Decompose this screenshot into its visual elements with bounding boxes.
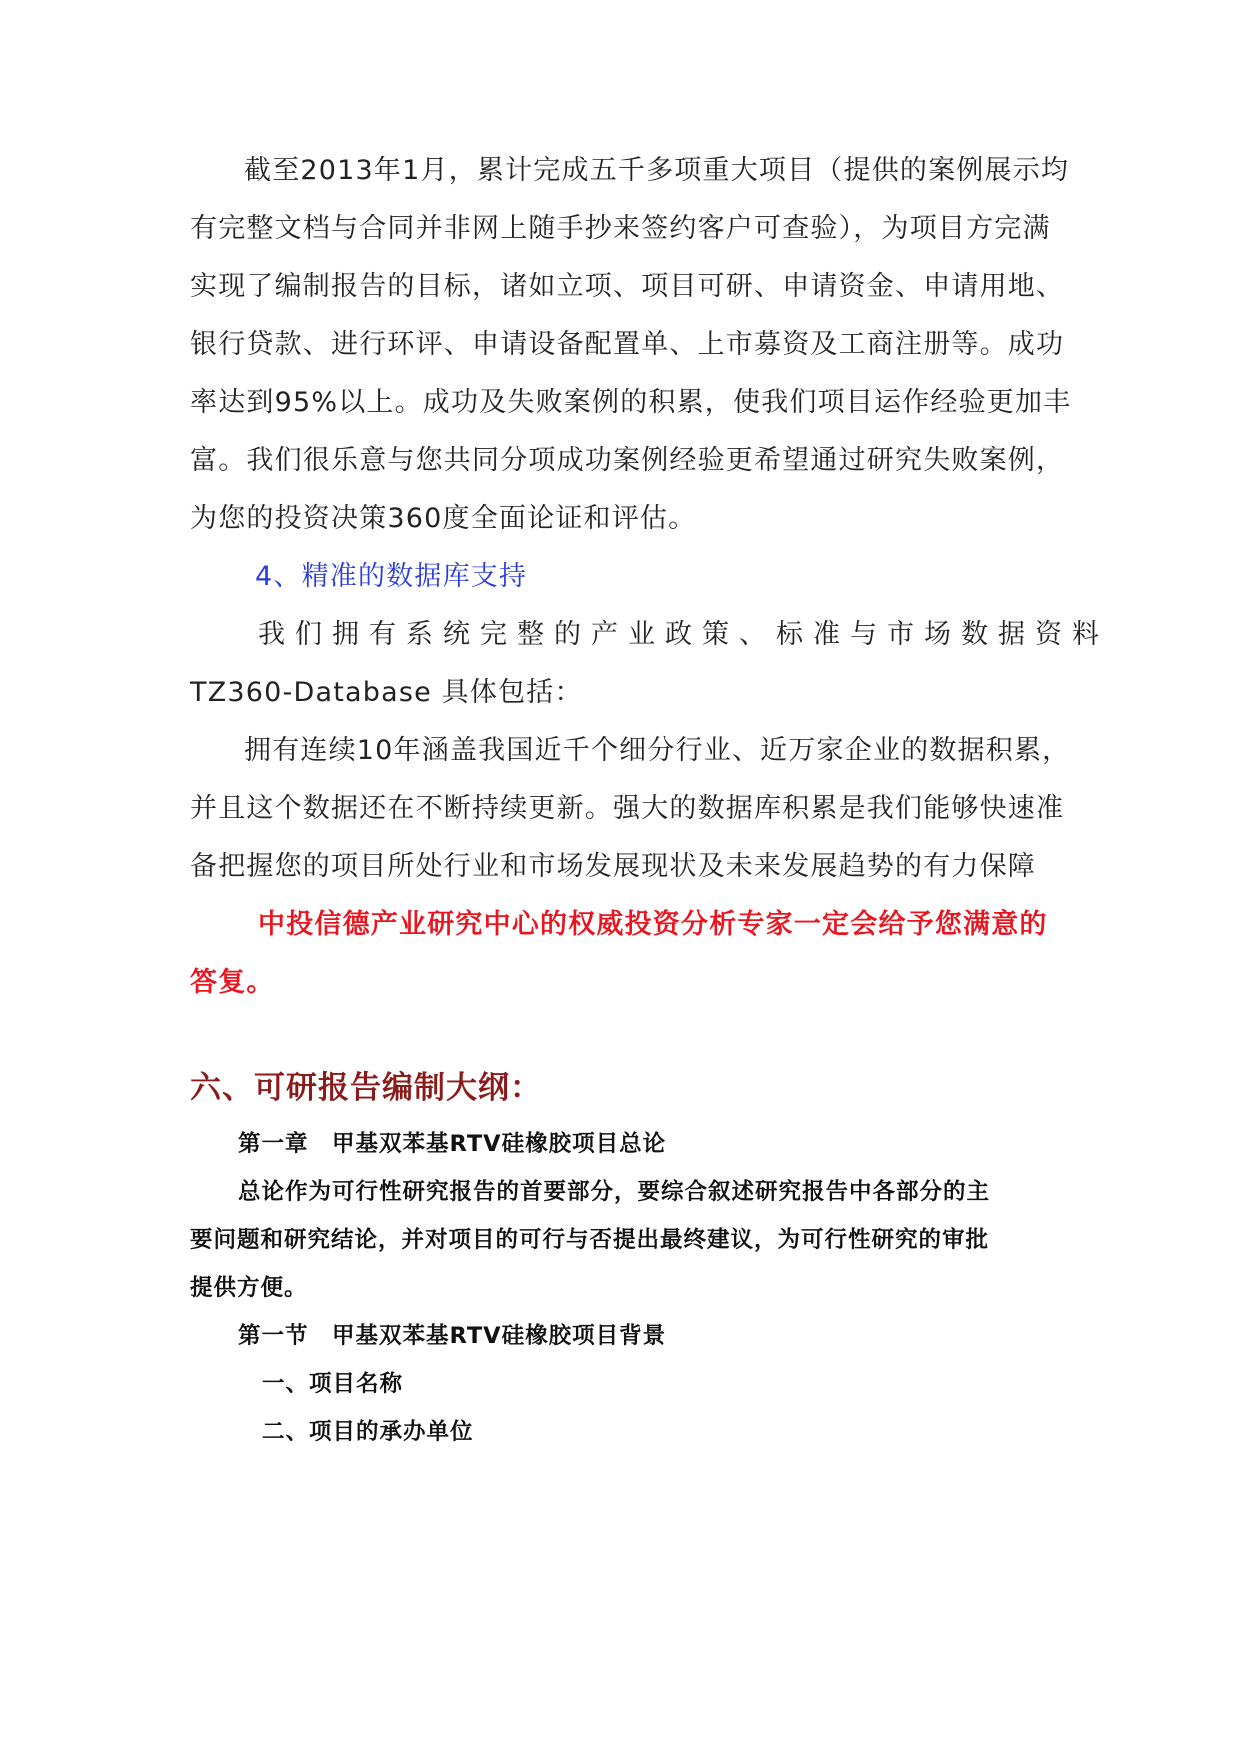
cases-line-6: 富。我们很乐意与您共同分项成功案例经验更希望通过研究失败案例，: [190, 445, 1065, 476]
section-1-title: 第一节 甲基双苯基RTV硅橡胶项目背景: [238, 1323, 667, 1349]
cases-line-1: 截至2013年1月，累计完成五千多项重大项目（提供的案例展示均: [244, 155, 1070, 186]
database-intro-line-2: TZ360-Database 具体包括：: [190, 677, 583, 708]
cases-line-7: 为您的投资决策360度全面论证和评估。: [190, 503, 697, 534]
cases-line-2: 有完整文档与合同并非网上随手抄来签约客户可查验），为项目方完满: [190, 213, 1051, 244]
summary-line-3: 提供方便。: [190, 1275, 308, 1301]
cases-line-5: 率达到95%以上。成功及失败案例的积累，使我们项目运作经验更加丰: [190, 387, 1072, 418]
database-detail-line-2: 并且这个数据还在不断持续更新。强大的数据库积累是我们能够快速准: [190, 793, 1065, 824]
closing-statement-line-2: 答复。: [190, 967, 275, 998]
outline-item-1: 一、项目名称: [262, 1371, 404, 1397]
database-detail-line-1: 拥有连续10年涵盖我国近千个细分行业、近万家企业的数据积累，: [244, 735, 1071, 766]
section-4-title: 4、精准的数据库支持: [255, 561, 528, 592]
chapter-1-title: 第一章 甲基双苯基RTV硅橡胶项目总论: [238, 1131, 667, 1157]
cases-line-3: 实现了编制报告的目标，诸如立项、项目可研、申请资金、申请用地、: [190, 271, 1065, 302]
outline-item-2: 二、项目的承办单位: [262, 1419, 474, 1445]
summary-line-1: 总论作为可行性研究报告的首要部分，要综合叙述研究报告中各部分的主: [238, 1179, 991, 1205]
outline-heading: 六、可研报告编制大纲：: [190, 1070, 542, 1106]
database-intro-line-1: 我们拥有系统完整的产业政策、标准与市场数据资料: [258, 619, 1109, 650]
summary-line-2: 要问题和研究结论，并对项目的可行与否提出最终建议，为可行性研究的审批: [190, 1227, 990, 1253]
database-detail-line-3: 备把握您的项目所处行业和市场发展现状及未来发展趋势的有力保障: [190, 851, 1036, 882]
closing-statement-line-1: 中投信德产业研究中心的权威投资分析专家一定会给予您满意的: [258, 909, 1048, 940]
cases-line-4: 银行贷款、进行环评、申请设备配置单、上市募资及工商注册等。成功: [190, 329, 1065, 360]
